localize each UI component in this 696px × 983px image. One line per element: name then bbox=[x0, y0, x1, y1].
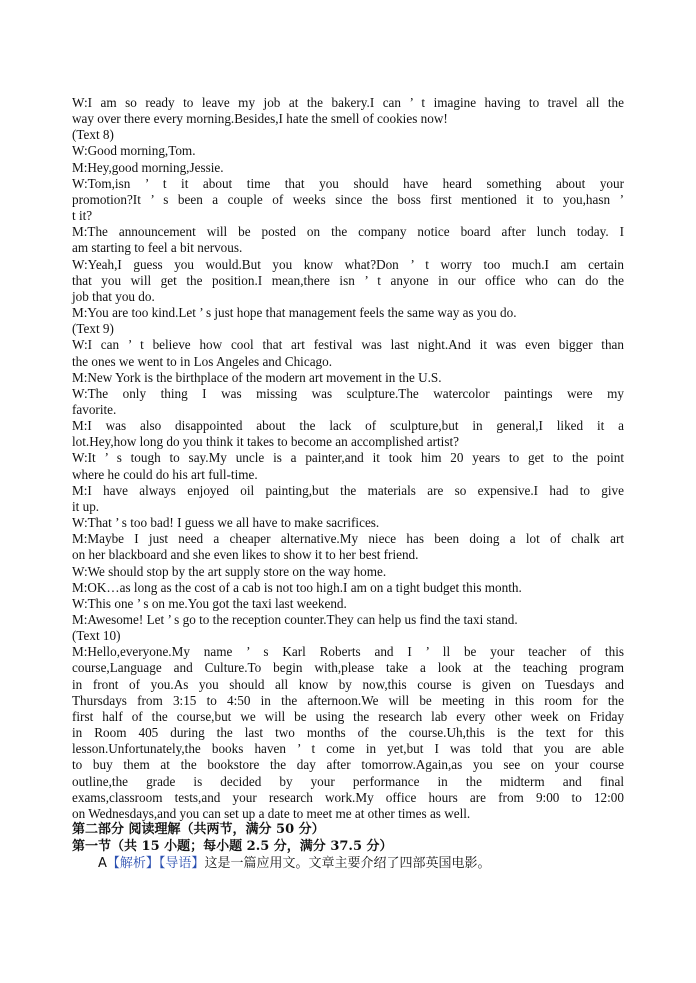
guide-tag: 【导语】 bbox=[158, 856, 205, 872]
text-line: the ones we went to in Los Angeles and Chicago. bbox=[72, 353, 333, 369]
text-line: (Text 10) bbox=[72, 628, 121, 644]
analysis-text: 这是一篇应用文。文章主要介绍了四部英国电影。 bbox=[204, 856, 491, 872]
text-line: W:It ’ s tough to say.My uncle is a painter,and it took him 20 years to get to the point bbox=[72, 450, 624, 466]
text-line: M:Awesome! Let ’ s go to the reception counter.They can help us find the taxi stand. bbox=[72, 612, 518, 627]
text-line: in front of you.As you should all know by now,this course is given on Tuesdays and bbox=[72, 676, 624, 692]
passage-label: A bbox=[98, 856, 107, 872]
text-line: W:We should stop by the art supply store on the way home. bbox=[72, 563, 387, 579]
text-line: on her blackboard and she even likes to show it to her best friend. bbox=[72, 547, 419, 563]
text-line: to buy them at the bookstore the day after tomorrow.Again,as you see on your course bbox=[72, 757, 624, 773]
text-line: it up. bbox=[72, 498, 100, 514]
section-heading-reading: 第二部分 阅读理解（共两节，满分 50 分） bbox=[72, 822, 325, 838]
text-line: job that you do. bbox=[72, 288, 155, 304]
text-line: (Text 9) bbox=[72, 321, 114, 337]
text-line: W:Good morning,Tom. bbox=[72, 143, 196, 159]
text-line: exams,classroom tests,and your research work.My office hours are from 9:00 to 12:00 bbox=[72, 789, 624, 805]
text-line: lesson.Unfortunately,the books haven ’ t come in yet,but I was told that you are able bbox=[72, 741, 624, 757]
text-line: M:OK…as long as the cost of a cab is not too high.I am on a tight budget this month. bbox=[72, 579, 522, 595]
text-line: t it? bbox=[72, 208, 93, 224]
text-line: M:New York is the birthplace of the modern art movement in the U.S. bbox=[72, 369, 442, 385]
text-line: W:I am so ready to leave my job at the bakery.I can ’ t imagine having to travel all the bbox=[72, 95, 624, 110]
text-line: lot.Hey,how long do you think it takes to become an accomplished artist? bbox=[72, 434, 459, 450]
analysis-paragraph bbox=[72, 855, 624, 872]
text-line: W:Yeah,I guess you would.But you know what?Don ’ t worry too much.I am certain bbox=[72, 256, 624, 272]
text-line: M:Maybe I just need a cheaper alternative.My niece has been doing a lot of chalk art bbox=[72, 531, 624, 547]
text-line: promotion?It ’ s been a couple of weeks since the boss first mentioned it to you,hasn ’ bbox=[72, 191, 624, 207]
text-line: W:This one ’ s on me.You got the taxi last weekend. bbox=[72, 595, 347, 611]
transcript-text bbox=[72, 95, 624, 822]
text-line: that you will get the position.I mean,there isn ’ t anyone in our office who can do the bbox=[72, 272, 624, 288]
text-line: W:The only thing I was missing was sculpture.The watercolor paintings were my bbox=[72, 385, 624, 401]
text-line: (Text 8) bbox=[72, 127, 114, 143]
text-line: M:The announcement will be posted on the company notice board after lunch today. I bbox=[72, 224, 624, 240]
text-line: course,Language and Culture.To begin with,please take a look at the teaching program bbox=[72, 660, 624, 676]
text-line: W:That ’ s too bad! I guess we all have to make sacrifices. bbox=[72, 515, 380, 531]
text-line: M:Hello,everyone.My name ’ s Karl Roberts and I ’ ll be your teacher of this bbox=[72, 644, 624, 660]
document-body bbox=[72, 95, 624, 872]
text-line: M:I was also disappointed about the lack of sculpture,but in general,I liked it a bbox=[72, 418, 624, 434]
text-line: M:You are too kind.Let ’ s just hope that management feels the same way as you do. bbox=[72, 305, 517, 321]
text-line: way over there every morning.Besides,I hate the smell of cookies now! bbox=[72, 111, 448, 127]
text-line: on Wednesdays,and you can set up a date to meet me at other times as well. bbox=[72, 805, 471, 821]
text-line: in Room 405 during the last two months of the course.Uh,this is the text for this bbox=[72, 725, 624, 741]
text-line: W:I can ’ t believe how cool that art festival was last night.And it was even bigger than bbox=[72, 337, 624, 353]
text-line: first half of the course,but we will be using the research lab every other week on Friday bbox=[72, 708, 624, 724]
text-line: outline,the grade is decided by your performance in the midterm and final bbox=[72, 773, 624, 789]
text-line: favorite. bbox=[72, 401, 117, 417]
text-line: M:I have always enjoyed oil painting,but the materials are so expensive.I had to give bbox=[72, 482, 624, 498]
text-line: M:Hey,good morning,Jessie. bbox=[72, 159, 224, 175]
text-line: where he could do his art full-time. bbox=[72, 466, 258, 482]
analysis-tag: 【解析】 bbox=[106, 856, 159, 872]
text-line: am starting to feel a bit nervous. bbox=[72, 240, 243, 256]
subsection-heading: 第一节（共 15 小题；每小题 2.5 分，满分 37.5 分） bbox=[72, 838, 393, 854]
text-line: W:Tom,isn ’ t it about time that you should have heard something about your bbox=[72, 175, 624, 191]
text-line: Thursdays from 3:15 to 4:50 in the afternoon.We will be meeting in this room for the bbox=[72, 692, 624, 708]
